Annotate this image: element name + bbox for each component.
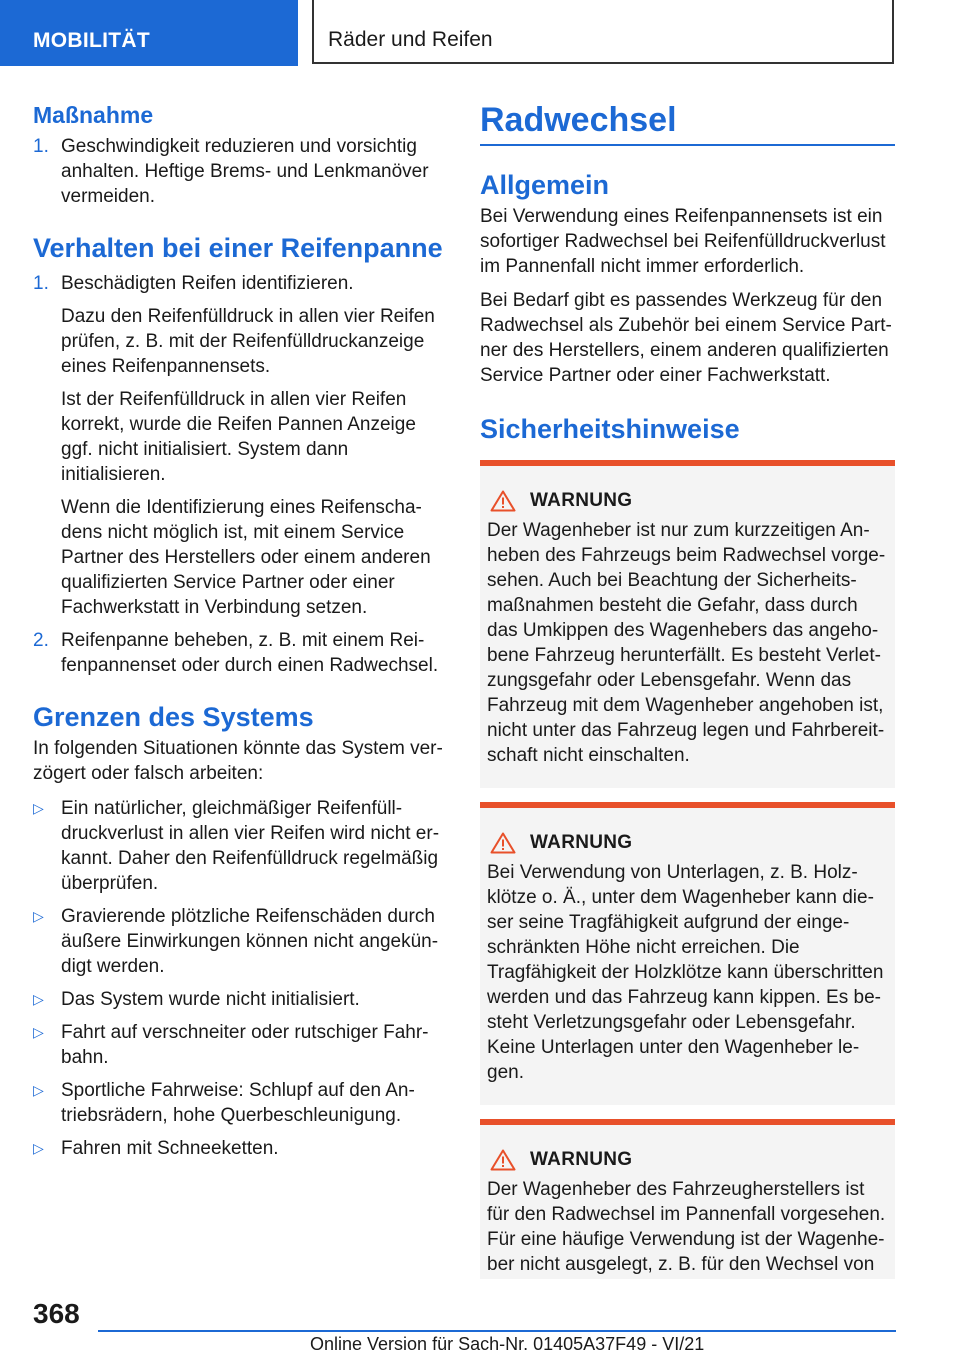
bullet-text: Das System wurde nicht initialisiert. [61, 989, 360, 1010]
heading-massnahme: Maßnahme [33, 102, 154, 128]
warning-header [487, 832, 887, 854]
list-item [33, 1136, 443, 1161]
triangle-bullet-icon: ▷ [33, 1140, 44, 1156]
bullet-text: Fahren mit Schneeketten. [61, 1138, 279, 1159]
bullet-text: Ein natürlicher, gleichmäßiger Reifenfülldruckverlust in allen vier Reifen wird nicht erkannt. Daher den Reifenfülldruck regelmäßig überprüfen. [61, 798, 440, 894]
triangle-bullet-icon: ▷ [33, 1024, 44, 1040]
grenzen-intro: In folgenden Situationen könnte das System verzögert oder falsch arbeiten: [33, 738, 443, 784]
allgemein-text: Bei Bedarf gibt es passendes Werkzeug für den Radwechsel als Zubehör bei einem Service Partner des Herstellers, einem anderen qualifizierten Service Partner oder einer Fachwerkstatt. [480, 290, 892, 386]
bullet-text: Fahrt auf verschneiter oder rutschiger Fahrbahn. [61, 1022, 429, 1068]
triangle-bullet-icon: ▷ [33, 800, 44, 816]
section-grenzen [33, 700, 443, 1161]
bullet-text: Gravierende plötzliche Reifenschäden durch äußere Einwirkungen können nicht angekündigt werden. [61, 906, 439, 977]
step-number: 1. [33, 136, 49, 157]
section-massnahme [33, 100, 443, 209]
warning-text: Der Wagenheber ist nur zum kurzzeitigen Anheben des Fahrzeugs beim Radwechsel vorgesehen. Auch bei Beachtung der Sicherheitsmaßnahmen besteht die Gefahr, dass durch das Umkippen des Wagenhebers das angehobene Fahrzeug herunterfällt. Es besteht Verletzungsgefahr oder Lebensgefahr. Wenn das Fahrzeug mit dem Wagenheber angehoben ist, nicht unter das Fahrzeug legen und Fahrbereitschaft nicht einschalten. [487, 520, 886, 766]
allgemein-text: Bei Verwendung eines Reifenpannensets ist ein sofortiger Radwechsel bei Reifenfülldruckverlust im Pannenfall nicht immer erforderlich. [480, 206, 886, 277]
step-text: Geschwindigkeit reduzieren und vorsichtig anhalten. Heftige Brems- und Lenkmanöver vermeiden. [61, 136, 429, 207]
list-item [33, 987, 443, 1012]
warning-box [480, 802, 895, 1105]
warning-header [487, 490, 887, 512]
warning-title: WARNUNG [530, 490, 633, 511]
footer-divider [98, 1330, 896, 1332]
section-allgemein [480, 168, 895, 388]
step-text: Dazu den Reifenfülldruck in allen vier Reifen prüfen, z. B. mit der Reifenfülldruckanzeige eines Reifenpannensets. [61, 306, 435, 377]
list-item [33, 628, 443, 678]
warning-box [480, 1119, 895, 1279]
heading-grenzen: Grenzen des Systems [33, 702, 314, 732]
page-number: 368 [33, 1298, 80, 1329]
section-tab: MOBILITÄT [0, 0, 298, 66]
warning-triangle-icon [490, 490, 516, 512]
heading-allgemein: Allgemein [480, 170, 610, 200]
step-text: Wenn die Identifizierung eines Reifenschadens nicht möglich ist, mit einem Service Partner des Herstellers oder einem anderen qualifizierten Service Partner oder einer Fachwerkstatt in Verbindung setzen. [61, 497, 431, 618]
warning-text: Bei Verwendung von Unterlagen, z. B. Holzklötze o. Ä., unter dem Wagenheber kann dieser seine Tragfähigkeit aufgrund der eingeschränkten Höhe nicht erreichen. Die Tragfähigkeit der Holzklötze kann überschritten werden und das Fahrzeug kann kippen. Es besteht Verletzungsgefahr oder Lebensgefahr. Keine Unterlagen unter den Wagenheber legen. [487, 862, 884, 1083]
list-item [33, 904, 443, 979]
warning-box [480, 460, 895, 788]
step-text: Reifenpanne beheben, z. B. mit einem Reifenpannenset oder durch einen Radwechsel. [61, 630, 439, 676]
warning-triangle-icon [490, 1149, 516, 1171]
bullet-text: Sportliche Fahrweise: Schlupf auf den Antriebsrädern, hohe Querbeschleunigung. [61, 1080, 415, 1126]
section-reifenpanne [33, 231, 443, 678]
page-header [0, 0, 960, 66]
step-text: Ist der Reifenfülldruck in allen vier Reifen korrekt, wurde die Reifen Pannen Anzeige ggf. nicht initialisiert. System dann initialisieren. [61, 389, 416, 485]
warning-header [487, 1149, 887, 1171]
list-item [33, 1078, 443, 1128]
left-column [33, 100, 443, 1169]
warning-title: WARNUNG [530, 1149, 633, 1170]
warning-title: WARNUNG [530, 832, 633, 853]
warning-text: Der Wagenheber des Fahrzeugherstellers ist für den Radwechsel im Pannenfall vorgesehen. Für eine häufige Verwendung ist der Wagenheber nicht ausgelegt, z. B. für den Wechsel von [487, 1179, 886, 1275]
list-item [33, 134, 443, 209]
heading-sicherheit: Sicherheitshinweise [480, 414, 740, 444]
step-text: Beschädigten Reifen identifizieren. [61, 273, 354, 294]
list-item [33, 1020, 443, 1070]
footer-text: Online Version für Sach-Nr. 01405A37F49 - VI/21 [310, 1334, 705, 1354]
right-column [480, 100, 895, 1279]
step-number: 1. [33, 273, 49, 294]
list-item [33, 271, 443, 620]
list-item [33, 796, 443, 896]
step-number: 2. [33, 630, 49, 651]
triangle-bullet-icon: ▷ [33, 1082, 44, 1098]
warning-triangle-icon [490, 832, 516, 854]
triangle-bullet-icon: ▷ [33, 908, 44, 924]
heading-reifenpanne: Verhalten bei einer Reifenpanne [33, 233, 443, 263]
section-sicherheit [480, 412, 895, 1279]
triangle-bullet-icon: ▷ [33, 991, 44, 1007]
page-title: Radwechsel [480, 100, 895, 146]
chapter-tab: Räder und Reifen [312, 0, 894, 64]
